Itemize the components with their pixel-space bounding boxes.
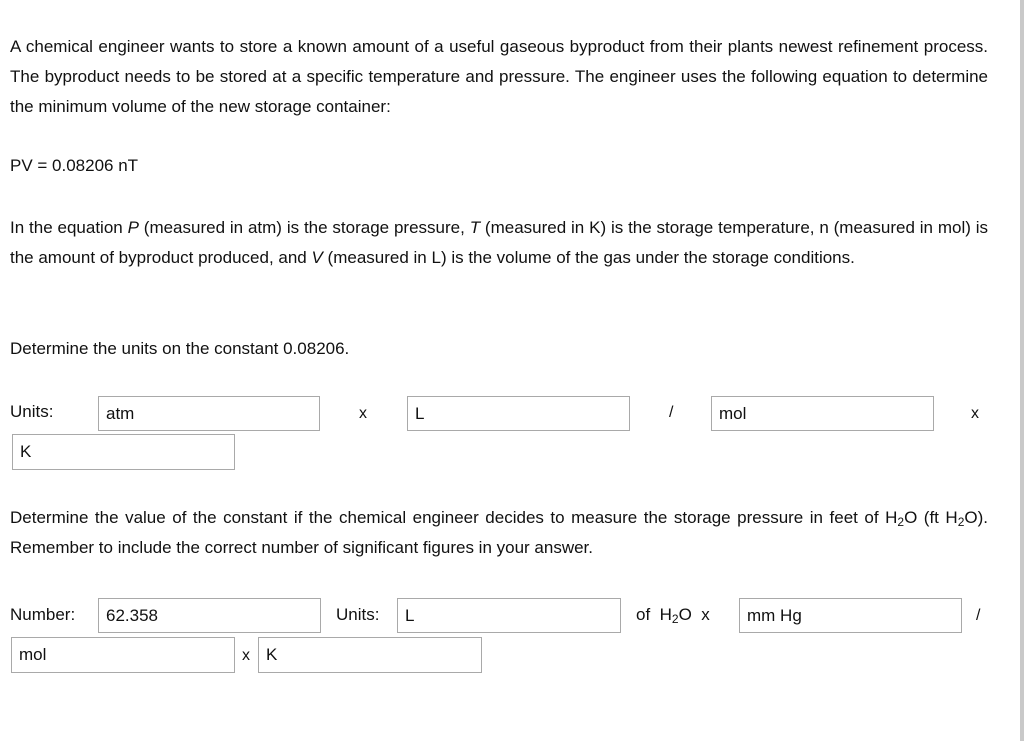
q2-sub-2: 2 (957, 515, 965, 529)
def-text-2: (measured in atm) is the storage pressure, (138, 218, 470, 237)
operator-times-3: x (242, 647, 250, 664)
equation: PV = 0.08206 nT (10, 156, 139, 175)
of-h2o-sub: 2 (671, 612, 679, 626)
q2-text-c: O). Remember to include the correct number of significant figures in your answer. (10, 508, 988, 557)
problem-intro: A chemical engineer wants to store a known amount of a useful gaseous byproduct from their plants newest refinement process. The byproduct needs to be stored at a specific temperature and pressure. The engineer uses the following equation to determine the minimum volume of the new storage container: (10, 37, 988, 116)
number-label: Number: (10, 605, 76, 624)
units-label-2: Units: (336, 605, 380, 624)
def-var-t: T (469, 218, 481, 237)
k-input[interactable] (258, 637, 482, 673)
def-text-3: (measured in K) is the storage temperature, n (measured in mol) is the amount of byproduct produced, and (10, 218, 989, 267)
unit-input-3[interactable] (711, 396, 934, 431)
operator-divide-2: / (976, 607, 981, 624)
unit-input-4[interactable] (12, 434, 235, 470)
def-var-v: V (311, 248, 323, 267)
right-border (1020, 0, 1024, 741)
of-h2o-text-b: O x (678, 605, 710, 624)
def-text-1: In the equation (10, 218, 128, 237)
def-var-p: P (127, 218, 139, 237)
q2-sub-1: 2 (897, 515, 905, 529)
definitions-paragraph (10, 213, 988, 273)
def-text-4: (measured in L) is the volume of the gas under the storage conditions. (322, 248, 855, 267)
mol-input[interactable] (11, 637, 235, 673)
units-question: Determine the units on the constant 0.08206. (10, 339, 350, 358)
number-input[interactable] (98, 598, 321, 633)
unit-input-1[interactable] (98, 396, 320, 431)
mmhg-input[interactable] (739, 598, 962, 633)
operator-times-2: x (971, 405, 979, 422)
units-label: Units: (10, 402, 54, 421)
q2-text-a: Determine the value of the constant if the chemical engineer decides to measure the storage pressure in feet of H (10, 508, 898, 527)
operator-divide: / (669, 404, 674, 421)
unit-input-2[interactable] (407, 396, 630, 431)
of-h2o-label (636, 605, 710, 625)
units-input-2[interactable] (397, 598, 621, 633)
value-question (10, 503, 988, 563)
operator-times-1: x (359, 405, 367, 422)
q2-text-b: O (ft H (904, 508, 958, 527)
of-h2o-text-a: of H (636, 605, 672, 624)
